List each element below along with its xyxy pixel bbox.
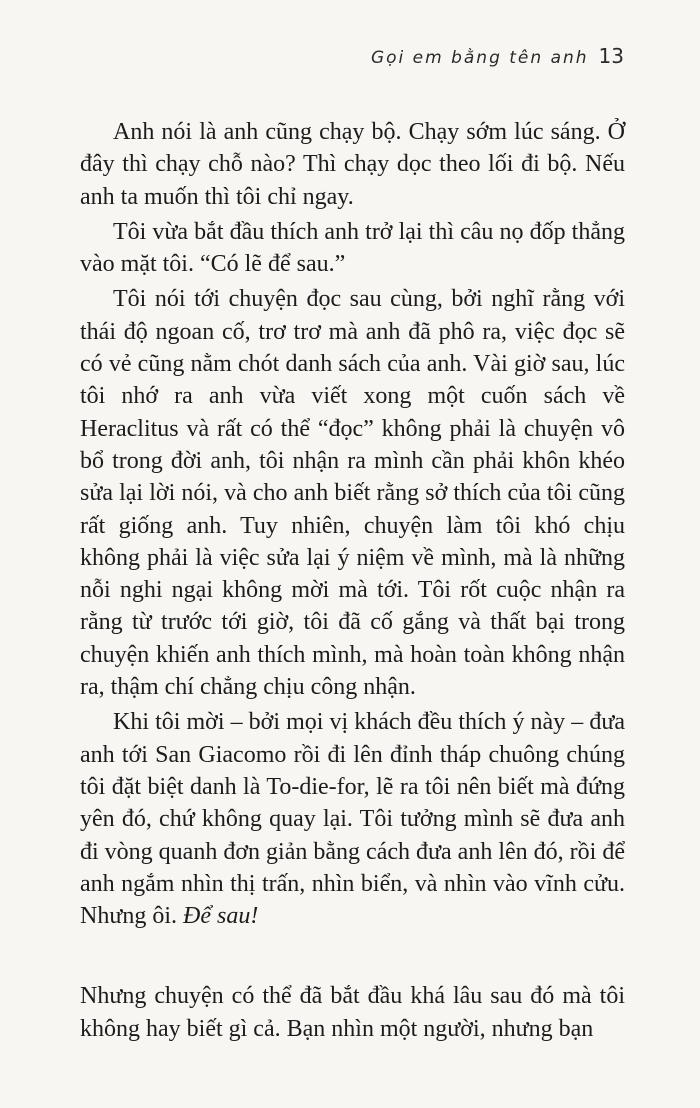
paragraph: Tôi vừa bắt đầu thích anh trở lại thì câu nọ đốp thẳng vào mặt tôi. “Có lẽ để sau.” (80, 218, 625, 278)
paragraph: Anh nói là anh cũng chạy bộ. Chạy sớm lúc sáng. Ở đây thì chạy chỗ nào? Thì chạy dọc theo lối đi bộ. Nếu anh ta muốn thì tôi chỉ ngay. (80, 119, 625, 210)
paragraph-text: Khi tôi mời – bởi mọi vị khách đều thích ý này – đưa anh tới San Giacomo rồi đi lên đỉnh tháp chuông chúng tôi đặt biệt danh là To-die-for, lẽ ra tôi nên biết mà đứng yên đó, chứ không quay lại. Tôi tưởng mình sẽ đưa anh đi vòng quanh đơn giản bằng cách đưa anh lên đó, rồi để anh ngắm nhìn thị trấn, nhìn biển, và nhìn vào vĩnh cửu. Nhưng ôi. (80, 709, 625, 930)
italic-phrase: Để sau! (183, 903, 259, 930)
paragraph: Tôi nói tới chuyện đọc sau cùng, bởi nghĩ rằng với thái độ ngoan cố, trơ trơ mà anh đã phô ra, việc đọc sẽ có vẻ cũng nằm chót danh sách của anh. Vài giờ sau, lúc tôi nhớ ra anh vừa viết xong một cuốn sách về Heraclitus và rất có thể “đọc” không phải là chuyện vô bổ trong đời anh, tôi nhận ra mình cần phải khôn khéo sửa lại lời nói, và cho anh biết rằng sở thích của tôi cũng rất giống anh. Tuy nhiên, chuyện làm tôi khó chịu không phải là việc sửa lại ý niệm về mình, mà là những nỗi nghi ngại không mời mà tới. Tôi rốt cuộc nhận ra rằng từ trước tới giờ, tôi đã cố gắng và thất bại trong chuyện khiến anh thích mình, mà hoàn toàn không nhận ra, thậm chí chẳng chịu công nhận. (80, 286, 625, 701)
running-head (371, 44, 624, 68)
running-title: Gọi em bằng tên anh (370, 48, 589, 68)
section-break (80, 932, 625, 980)
page-body (80, 116, 625, 1045)
page-number: 13 (598, 44, 624, 68)
paragraph (80, 706, 625, 932)
paragraph: Nhưng chuyện có thể đã bắt đầu khá lâu sau đó mà tôi không hay biết gì cả. Bạn nhìn một người, nhưng bạn (80, 983, 625, 1042)
